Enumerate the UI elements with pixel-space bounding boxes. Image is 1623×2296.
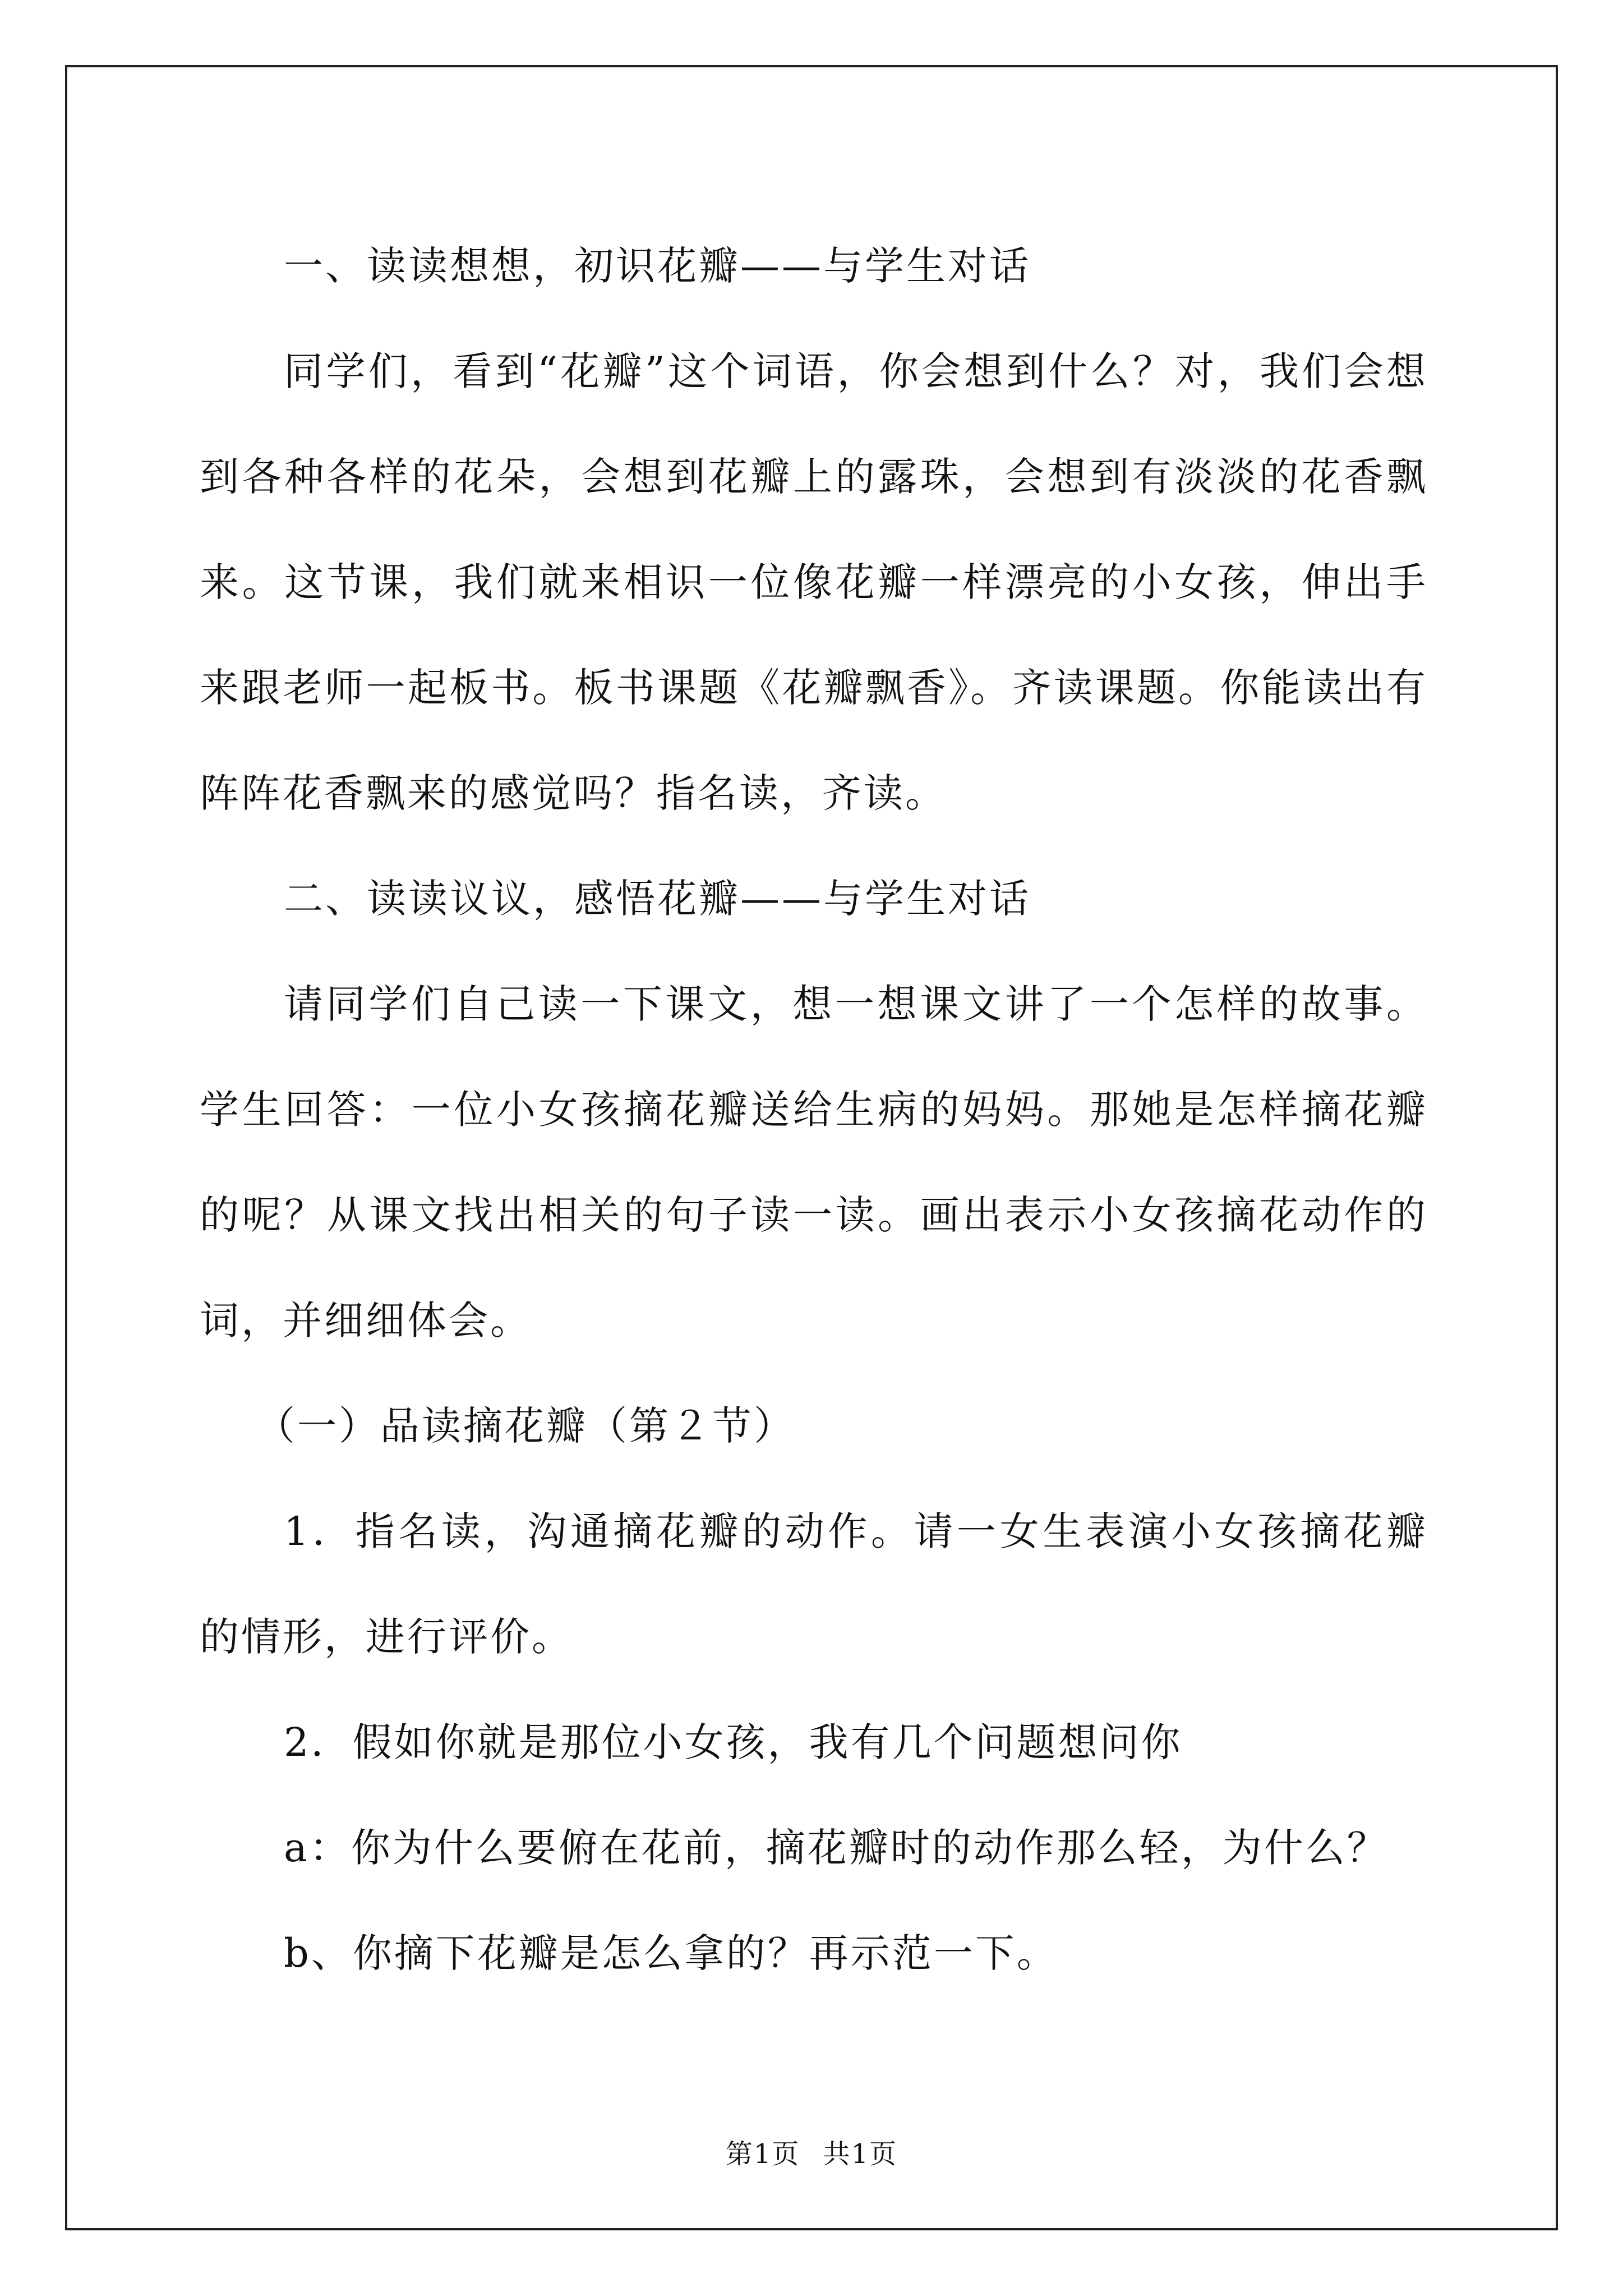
sub-heading-1: （一）品读摘花瓣（第２节） <box>256 1403 795 1449</box>
section-heading-1: 一、读读想想，初识花瓣——与学生对话 <box>284 243 1031 289</box>
paragraph-story: 请同学们自己读一下课文，想一想课文讲了一个怎样的故事。学生回答：一位小女孩摘花瓣送给生病的妈妈。那她是怎样摘花瓣的呢？从课文找出相关的句子读一读。画出表示小女孩摘花动作的词，并细细体会。 <box>200 981 1428 1343</box>
paragraph-intro: 同学们，看到“花瓣”这个词语，你会想到什么？对，我们会想到各种各样的花朵，会想到花瓣上的露珠，会想到有淡淡的花香飘来。这节课，我们就来相识一位像花瓣一样漂亮的小女孩，伸出手来跟老师一起板书。板书课题《花瓣飘香》。齐读课题。你能读出有阵阵花香飘来的感觉吗？指名读，齐读。 <box>200 348 1428 816</box>
page-footer <box>0 2137 1623 2171</box>
document-body <box>200 213 1428 2006</box>
list-item-2: 2．假如你就是那位小女孩，我有几个问题想问你 <box>284 1719 1183 1765</box>
page-total: 共1页 <box>823 2138 898 2170</box>
section-heading-2: 二、读读议议，感悟花瓣——与学生对话 <box>284 876 1031 922</box>
list-item-1: 1．指名读，沟通摘花瓣的动作。请一女生表演小女孩摘花瓣的情形，进行评价。 <box>200 1508 1428 1660</box>
question-b: b、你摘下花瓣是怎么拿的？再示范一下。 <box>284 1930 1058 1976</box>
page-number: 第1页 <box>725 2138 800 2170</box>
question-a: a：你为什么要俯在花前，摘花瓣时的动作那么轻，为什么？ <box>284 1825 1389 1871</box>
